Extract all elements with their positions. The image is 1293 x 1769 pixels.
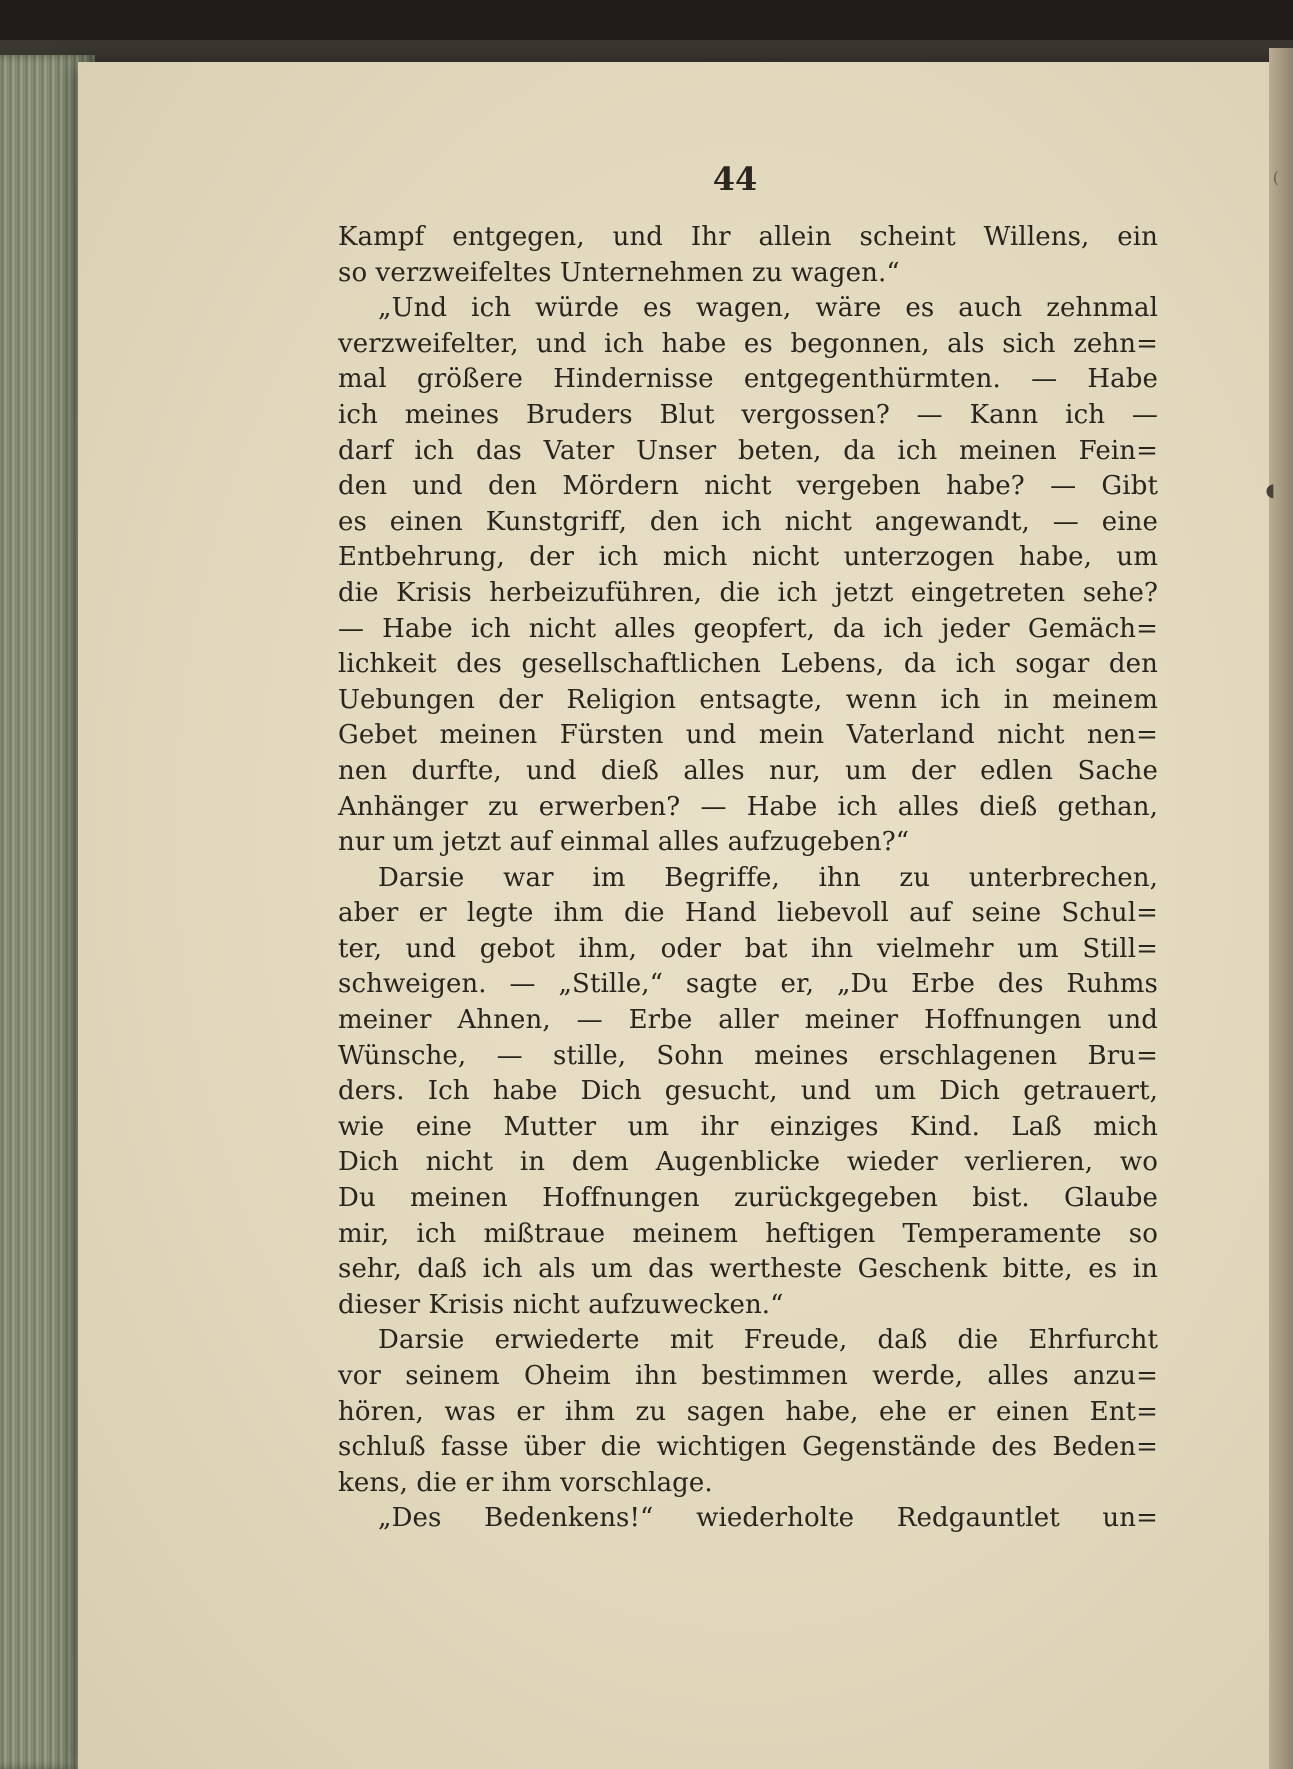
text-line: mal größere Hindernisse entgegenthürmten. — Habe [338, 364, 1158, 395]
text-line: dieser Krisis nicht aufzuwecken.“ [338, 1289, 784, 1320]
text-line: den und den Mördern nicht vergeben habe? — Gibt [338, 471, 1158, 502]
text-line: mir, ich mißtraue meinem heftigen Temperamente so [338, 1218, 1158, 1249]
text-line: Anhänger zu erwerben? — Habe ich alles dieß gethan, [338, 791, 1158, 822]
text-line: ter, und gebot ihm, oder bat ihn vielmehr um Still= [338, 933, 1158, 964]
margin-mark-side: ◖ [1265, 480, 1275, 501]
margin-mark-top: ( [1272, 168, 1279, 187]
text-line: schweigen. — „Stille,“ sagte er, „Du Erbe des Ruhms [338, 969, 1158, 1000]
body-text [338, 220, 1158, 1537]
text-line: verzweifelter, und ich habe es begonnen, als sich zehn= [338, 328, 1158, 359]
text-line: es einen Kunstgriff, den ich nicht angewandt, — eine [338, 506, 1158, 537]
text-line: schluß fasse über die wichtigen Gegenstände des Beden= [338, 1432, 1158, 1463]
text-line: darf ich das Vater Unser beten, da ich meinen Fein= [338, 435, 1158, 466]
text-line: „Und ich würde es wagen, wäre es auch zehnmal [378, 293, 1158, 324]
text-line: ich meines Bruders Blut vergossen? — Kann ich — [338, 399, 1158, 430]
text-line: Du meinen Hoffnungen zurückgegeben bist. Glaube [338, 1183, 1158, 1214]
text-line: Wünsche, — stille, Sohn meines erschlagenen Bru= [338, 1040, 1158, 1071]
text-line: „Des Bedenkens!“ wiederholte Redgauntlet un= [378, 1503, 1158, 1534]
text-line: Darsie erwiederte mit Freude, daß die Ehrfurcht [378, 1325, 1158, 1356]
facing-page-edge [1269, 48, 1293, 1769]
page-number: 44 [712, 160, 758, 198]
text-line: aber er legte ihm die Hand liebevoll auf seine Schul= [338, 898, 1158, 929]
text-line: Darsie war im Begriffe, ihn zu unterbrechen, [378, 862, 1158, 893]
text-line: vor seinem Oheim ihn bestimmen werde, alles anzu= [338, 1361, 1158, 1391]
text-line: ders. Ich habe Dich gesucht, und um Dich getrauert, [338, 1076, 1158, 1107]
text-line: so verzweifeltes Unternehmen zu wagen.“ [338, 257, 900, 288]
text-line: nur um jetzt auf einmal alles aufzugeben?“ [338, 827, 910, 858]
text-line: Dich nicht in dem Augenblicke wieder verlieren, wo [338, 1147, 1158, 1178]
text-line: die Krisis herbeizuführen, die ich jetzt eingetreten sehe? [338, 577, 1158, 608]
text-line: wie eine Mutter um ihr einziges Kind. Laß mich [338, 1111, 1158, 1142]
text-line: sehr, daß ich als um das wertheste Geschenk bitte, es in [338, 1254, 1158, 1285]
text-line: Kampf entgegen, und Ihr allein scheint Willens, ein [338, 222, 1158, 252]
text-line: kens, die er ihm vorschlage. [338, 1467, 713, 1498]
text-line: — Habe ich nicht alles geopfert, da ich jeder Gemäch= [338, 613, 1158, 644]
text-line: Entbehrung, der ich mich nicht unterzogen habe, um [338, 542, 1158, 573]
text-line: Uebungen der Religion entsagte, wenn ich in meinem [338, 684, 1158, 715]
text-line: hören, was er ihm zu sagen habe, ehe er einen Ent= [338, 1396, 1158, 1427]
text-line: lichkeit des gesellschaftlichen Lebens, da ich sogar den [338, 649, 1158, 680]
text-line: nen durfte, und dieß alles nur, um der edlen Sache [338, 755, 1158, 786]
text-line: Gebet meinen Fürsten und mein Vaterland nicht nen= [338, 720, 1158, 751]
text-line: meiner Ahnen, — Erbe aller meiner Hoffnungen und [338, 1005, 1158, 1036]
